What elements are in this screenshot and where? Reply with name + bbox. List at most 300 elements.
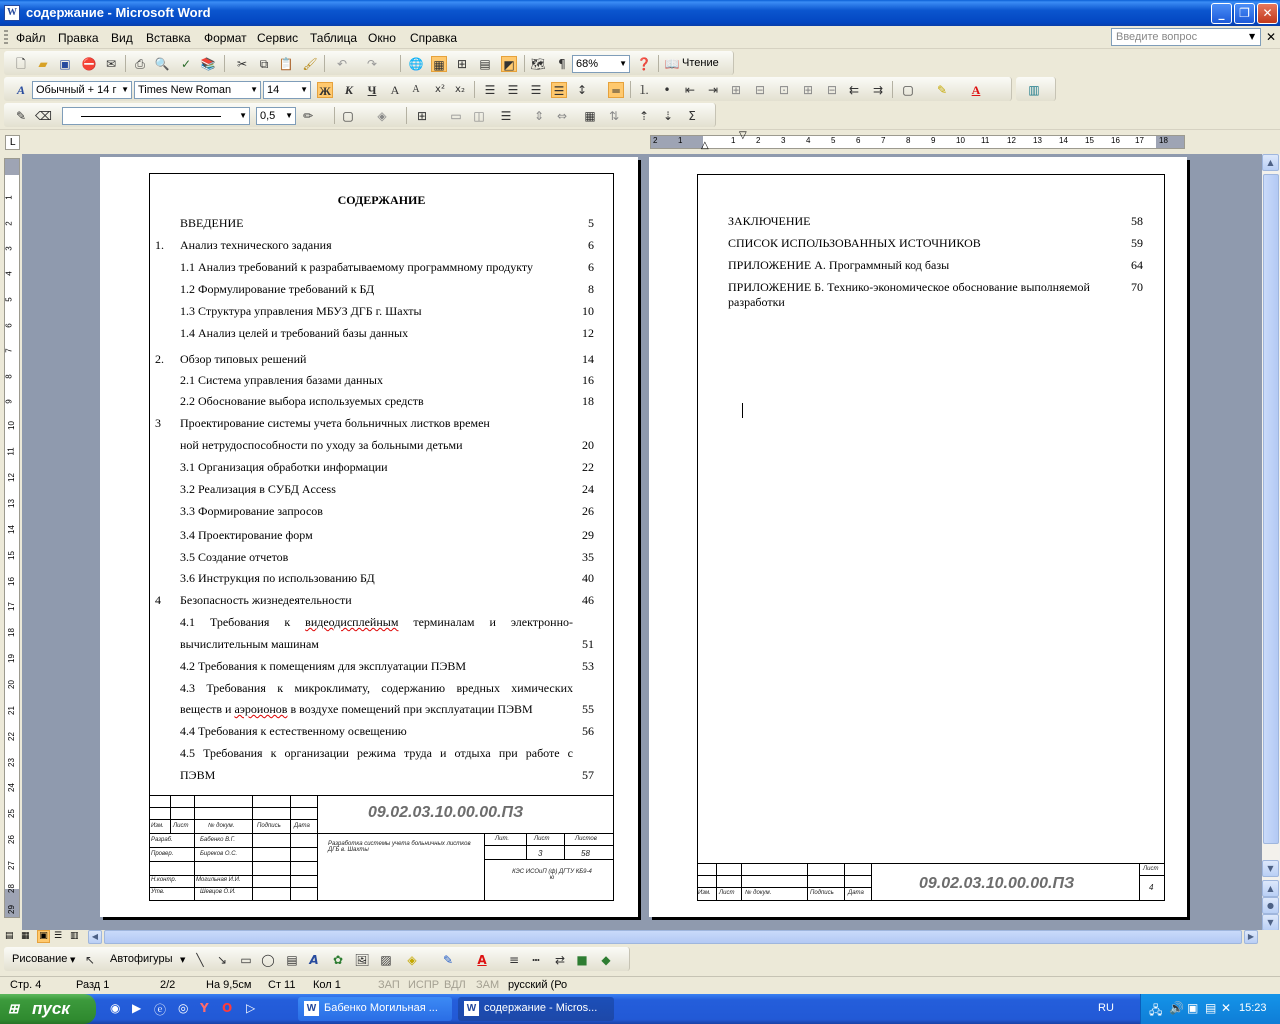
stamp-line <box>871 863 872 901</box>
toc-entry-text: веществ и аэроионов в воздухе помещений при эксплуатации ПЭВМ <box>180 702 533 716</box>
align-center-icon[interactable]: ☰ <box>507 83 519 97</box>
ruler-number: 18 <box>6 628 16 637</box>
cut-icon[interactable]: ✂ <box>236 57 248 71</box>
ruler-number: 10 <box>956 136 965 145</box>
status-language: русский (Ро <box>508 979 568 991</box>
tray-app-icon[interactable]: ▣ <box>1187 1001 1199 1015</box>
browse-object-button[interactable]: ● <box>1262 897 1279 914</box>
status-record[interactable]: ЗАП <box>378 979 400 991</box>
new-document-icon[interactable]: 🗋 <box>16 57 26 71</box>
ruler-number: 1 <box>731 136 736 145</box>
status-section: Разд 1 <box>76 979 110 991</box>
stamp-sheet-label: Лист <box>534 836 550 842</box>
menu-grip[interactable] <box>4 30 8 45</box>
align-cell-icon[interactable]: ☰ <box>500 109 512 123</box>
zoom-select[interactable] <box>572 55 630 73</box>
undo-icon[interactable]: ↶ <box>336 57 348 71</box>
highlight-icon[interactable]: ✎ <box>936 83 948 97</box>
toc-entry-text: вычислительным машинам <box>180 637 319 651</box>
opera-icon[interactable]: O <box>222 1001 233 1015</box>
toc-page-number: 70 <box>1131 280 1143 294</box>
ruler-number: 7 <box>4 348 14 353</box>
ruler-margin-left <box>651 136 703 148</box>
status-overtype[interactable]: ЗАМ <box>476 979 500 991</box>
toc-page-number: 12 <box>582 326 594 340</box>
title-bar <box>0 0 1280 26</box>
font-select[interactable] <box>134 81 261 99</box>
menu-file[interactable]: Файл <box>16 31 46 45</box>
toc-page-number: 53 <box>582 659 594 673</box>
picture-icon[interactable]: ▨ <box>380 953 392 967</box>
outdent-icon[interactable]: ⇇ <box>848 83 860 97</box>
insert-table-icon[interactable]: ⊞ <box>416 109 428 123</box>
toc-page-number: 10 <box>582 304 594 318</box>
menu-window[interactable]: Окно <box>368 31 396 45</box>
taskbar <box>0 994 1280 1024</box>
separator <box>658 55 659 72</box>
font-color-icon[interactable]: A <box>971 83 981 97</box>
stamp-lit: Лит. <box>495 836 510 842</box>
arrow-icon[interactable]: ↘ <box>216 953 228 967</box>
borders-icon[interactable]: ▢ <box>902 83 914 97</box>
page-2[interactable] <box>649 157 1187 917</box>
shrink-font-icon[interactable]: A <box>412 84 420 95</box>
drawing-toolbar-icon[interactable]: ◩ <box>501 56 517 72</box>
formatting-toolbar <box>4 77 1012 101</box>
taskbar-document-2[interactable] <box>458 997 614 1021</box>
toc-entry-text: 3.2 Реализация в СУБД Access <box>180 482 336 496</box>
3d-style-icon[interactable]: ◆ <box>601 953 611 967</box>
ruler-number: 9 <box>931 136 936 145</box>
status-bar <box>0 976 1280 994</box>
toc-entry-text: 3.6 Инструкция по использованию БД <box>180 571 375 585</box>
ruler-number: 7 <box>881 136 886 145</box>
language-indicator[interactable]: RU <box>1098 1002 1114 1014</box>
ruler-number: 21 <box>6 706 16 715</box>
sort-descending-icon[interactable]: ⇣ <box>662 109 674 123</box>
ruler-number: 16 <box>1111 136 1120 145</box>
decrease-indent-icon[interactable]: ⇤ <box>684 83 696 97</box>
ruler-number: 15 <box>1085 136 1094 145</box>
increase-indent-icon[interactable]: ⇥ <box>707 83 719 97</box>
toc-entry-text: 3.1 Организация обработки информации <box>180 460 388 474</box>
align-left-icon[interactable]: ☰ <box>484 83 496 97</box>
toc-entry-text: разработки <box>728 295 785 309</box>
toc-entry-text: 3.5 Создание отчетов <box>180 550 289 564</box>
toc-entry-text: Анализ технического задания <box>180 238 332 252</box>
paste-icon[interactable]: 📋 <box>278 57 294 71</box>
format-painter-icon[interactable]: 🖌 <box>302 57 318 71</box>
autoformat-icon[interactable]: ▦ <box>584 109 596 123</box>
document-code: 09.02.03.10.00.00.ПЗ <box>368 804 524 821</box>
hyperlink-icon[interactable]: 🌐 <box>408 57 424 71</box>
status-extend[interactable]: ВДЛ <box>444 979 466 991</box>
underline-button[interactable]: Ч <box>367 83 377 97</box>
window-title: содержание - Microsoft Word <box>26 5 211 20</box>
toc-section-number: 1. <box>155 238 164 252</box>
subscript-icon[interactable]: x₂ <box>455 84 465 95</box>
maximize-button[interactable]: ❐ <box>1234 3 1255 24</box>
tables-borders-toolbar <box>4 103 716 127</box>
sort-ascending-icon[interactable]: ⇡ <box>638 109 650 123</box>
system-tray <box>1140 994 1280 1024</box>
scroll-right-button[interactable]: ▶ <box>1244 930 1258 944</box>
chevron-down-icon[interactable]: ▼ <box>180 956 186 964</box>
print-icon[interactable]: ⎙ <box>135 57 145 71</box>
styles-pane-icon[interactable]: A <box>16 83 25 97</box>
toc-page-number: 14 <box>582 352 594 366</box>
normal-view-icon[interactable]: ▤ <box>5 931 14 941</box>
horizontal-ruler[interactable] <box>650 130 1185 151</box>
ruler-number: 1 <box>678 136 683 145</box>
ask-question-input[interactable]: Введите вопрос <box>1111 28 1261 46</box>
toc-heading: СОДЕРЖАНИЕ <box>337 193 426 207</box>
toc-page-number: 29 <box>582 528 594 542</box>
yandex-icon[interactable]: Y <box>200 1001 209 1015</box>
toc-page-number: 26 <box>582 504 594 518</box>
ruler-number: 20 <box>6 680 16 689</box>
stamp-header-sheet: Лист <box>719 890 735 896</box>
outside-border-icon[interactable]: ▢ <box>342 109 354 123</box>
ruler-number: 12 <box>6 473 16 482</box>
style-value: Обычный + 14 г <box>36 84 117 96</box>
ruler-number: 3 <box>4 246 14 251</box>
distribute-rows-icon[interactable]: ⇕ <box>533 109 545 123</box>
ruler-number: 29 <box>6 905 16 914</box>
tab-selector[interactable]: L <box>5 135 20 150</box>
horizontal-scroll-row <box>0 930 1280 944</box>
scroll-down-button[interactable]: ▼ <box>1262 860 1279 877</box>
close-doc-icon[interactable]: ✕ <box>1266 30 1277 44</box>
insert-excel-icon[interactable]: ▤ <box>479 57 491 71</box>
toc-page-number: 58 <box>1131 214 1143 228</box>
dash-style-icon[interactable]: ┅ <box>532 953 540 967</box>
separator <box>324 55 325 72</box>
eraser-icon[interactable]: ⌫ <box>35 109 52 123</box>
print-preview-icon[interactable]: 🔍 <box>154 57 170 71</box>
browser-icon[interactable]: ⓔ <box>154 1003 167 1017</box>
fill-color-icon[interactable]: ◈ <box>407 953 417 967</box>
menu-format[interactable]: Формат <box>204 31 247 45</box>
help-icon[interactable]: ❓ <box>636 57 652 71</box>
ruler-number: 26 <box>6 835 16 844</box>
toc-page-number: 16 <box>582 373 594 387</box>
justify-icon[interactable]: ☰ <box>551 82 567 98</box>
toc-section-number: 2. <box>155 352 164 366</box>
stamp-name: Могильная И.И. <box>196 877 241 883</box>
toc-entry-text: ВВЕДЕНИЕ <box>180 216 244 230</box>
toc-page-number: 57 <box>582 768 594 782</box>
autoshapes-menu[interactable]: Автофигуры <box>110 953 173 965</box>
wordart-icon[interactable]: A <box>309 953 319 967</box>
previous-page-button[interactable]: ▲ <box>1262 880 1279 897</box>
status-page: Стр. 4 <box>10 979 42 991</box>
menu-tools[interactable]: Сервис <box>257 31 299 45</box>
shadow-style-icon[interactable]: ■ <box>576 953 588 967</box>
stamp-role: Разраб. <box>151 837 173 843</box>
ruler-number: 8 <box>906 136 911 145</box>
research-icon[interactable]: 📚 <box>200 57 216 71</box>
text-direction-icon[interactable]: ⇅ <box>608 109 620 123</box>
horizontal-scroll-thumb[interactable] <box>104 930 1242 944</box>
menu-help[interactable]: Справка <box>410 31 458 45</box>
toc-page-number: 56 <box>582 724 594 738</box>
start-button[interactable] <box>0 994 96 1024</box>
toc-entry-text: ПРИЛОЖЕНИЕ А. Программный код базы <box>728 258 950 272</box>
split-cells-icon[interactable]: ◫ <box>473 109 485 123</box>
stamp-role: Н.контр. <box>151 877 177 883</box>
stamp-sheets-value: 58 <box>581 849 590 858</box>
toc-entry-text: 2.2 Обоснование выбора используемых средств <box>180 394 424 408</box>
ruler-number: 17 <box>6 602 16 611</box>
vertical-scrollbar[interactable] <box>1262 154 1280 930</box>
web-view-icon[interactable]: ▦ <box>21 931 30 941</box>
ruler-number: 18 <box>1159 136 1168 145</box>
stamp-name: Бабенко В.Г. <box>200 837 236 843</box>
tray-app-icon[interactable]: ✕ <box>1221 1001 1232 1015</box>
stamp-line <box>564 833 565 859</box>
drawing-toolbar <box>4 947 630 971</box>
stamp-line <box>697 863 1165 864</box>
shading-color-icon[interactable]: ◈ <box>377 109 387 123</box>
separator <box>400 55 401 72</box>
word-app-icon[interactable]: W <box>4 5 20 21</box>
toc-entry-text: Безопасность жизнедеятельности <box>180 593 352 607</box>
toc-page-number: 22 <box>582 460 594 474</box>
start-label: пуск <box>32 999 70 1018</box>
status-line: Ст 11 <box>268 979 296 991</box>
toc-entry-text: ПРИЛОЖЕНИЕ Б. Технико-экономическое обоснование выполняемой <box>728 280 1090 294</box>
ruler-number: 4 <box>806 136 811 145</box>
menu-edit[interactable]: Правка <box>58 31 99 45</box>
minimize-button[interactable]: _ <box>1211 3 1232 24</box>
quick-launch-icon[interactable]: ▷ <box>246 1001 256 1015</box>
ruler-number: 28 <box>6 884 16 893</box>
stamp-header-docnum: № докум. <box>208 823 235 829</box>
drawing-toolbar-row <box>0 946 1280 974</box>
show-desktop-icon[interactable]: ◉ <box>110 1001 121 1015</box>
toc-page-number: 40 <box>582 571 594 585</box>
stamp-sheet-value: 4 <box>1149 883 1154 892</box>
reading-layout-icon[interactable]: 📖 <box>664 57 680 71</box>
rectangle-icon[interactable]: ▭ <box>240 953 252 967</box>
toc-page-number: 55 <box>582 702 594 716</box>
stamp-header-date: Дата <box>848 890 864 896</box>
menu-table[interactable]: Таблица <box>310 31 358 45</box>
drawing-font-color-icon[interactable]: A <box>477 953 487 967</box>
media-player-icon[interactable]: ▶ <box>132 1001 142 1015</box>
taskbar-document-1[interactable] <box>298 997 452 1021</box>
superscript-icon[interactable]: x² <box>435 84 445 95</box>
stamp-header-docnum: № докум. <box>745 890 772 896</box>
draw-table-icon[interactable]: ✎ <box>15 109 27 123</box>
toc-page-number: 18 <box>582 394 594 408</box>
stamp-title: Разработка системы учета больничных листков ДГБ в. Шахты <box>328 841 471 853</box>
stamp-line <box>194 795 195 901</box>
ruler-number: 13 <box>1033 136 1042 145</box>
ruler-number: 23 <box>6 758 16 767</box>
left-indent-marker[interactable]: △ <box>701 140 709 151</box>
toc-entry-text: 2.1 Система управления базами данных <box>180 373 383 387</box>
ruler-number: 14 <box>6 525 16 534</box>
stamp-line <box>149 833 614 834</box>
numbering-icon[interactable]: ⒈ <box>637 83 650 97</box>
italic-button[interactable]: К <box>344 83 354 97</box>
line-style-select[interactable] <box>62 107 250 125</box>
toc-entry-text: 4.3 Требования к микроклимату, содержанию вредных химических <box>180 681 573 695</box>
stamp-line <box>484 845 614 846</box>
toc-entry-text: 1.3 Структура управления МБУЗ ДГБ г. Шахты <box>180 304 422 318</box>
line-spacing-icon[interactable]: ↕ <box>576 83 588 97</box>
scroll-left-button[interactable]: ◀ <box>88 930 102 944</box>
diagram-icon[interactable]: ✿ <box>332 953 344 967</box>
align-right-icon[interactable]: ☰ <box>530 83 542 97</box>
stamp-line <box>526 833 527 859</box>
separator <box>474 81 475 98</box>
split-cells-icon[interactable]: ⊟ <box>754 83 766 97</box>
ruler-number: 10 <box>6 421 16 430</box>
status-track-changes[interactable]: ИСПР <box>408 979 440 991</box>
chevron-down-icon: ▼ <box>239 111 247 120</box>
page-1[interactable] <box>100 157 638 917</box>
reading-view-icon[interactable]: ▥ <box>70 931 79 941</box>
scroll-up-button[interactable]: ▲ <box>1262 154 1279 171</box>
separator <box>630 81 631 98</box>
stamp-line <box>252 795 253 901</box>
document-area <box>22 154 1262 930</box>
ruler-number: 2 <box>756 136 761 145</box>
indent-icon[interactable]: ⇉ <box>872 83 884 97</box>
scroll-thumb[interactable] <box>1263 174 1279 844</box>
redo-icon[interactable]: ↷ <box>366 57 378 71</box>
distribute-columns-icon[interactable]: ⇔ <box>556 109 568 123</box>
stamp-header-change: Изм. <box>698 890 711 896</box>
stamp-organization: КЭС ИСОиП (ф) ДГТУ КБ9-4 ю <box>512 869 592 881</box>
menu-insert[interactable]: Вставка <box>146 31 191 45</box>
next-page-button[interactable]: ▼ <box>1262 914 1279 931</box>
tray-app-icon[interactable]: ▤ <box>1205 1001 1217 1015</box>
separator <box>334 107 335 124</box>
toc-entry-text: 3.3 Формирование запросов <box>180 504 323 518</box>
stamp-line <box>170 795 171 833</box>
toc-page-number: 20 <box>582 438 594 452</box>
style-select[interactable] <box>32 81 132 99</box>
drawing-menu[interactable]: Рисование <box>12 953 68 965</box>
close-button[interactable]: ✕ <box>1257 3 1278 24</box>
clip-art-icon[interactable]: 🖼 <box>354 953 370 967</box>
bullets-icon[interactable]: • <box>663 83 671 97</box>
ruler-margin-top <box>5 159 19 175</box>
copy-icon[interactable]: ⧉ <box>259 57 269 71</box>
stamp-header-date: Дата <box>294 823 310 829</box>
spelling-icon[interactable]: ✓ <box>180 57 192 71</box>
stamp-header-sheet: Лист <box>173 823 189 829</box>
word-icon: W <box>304 1001 319 1016</box>
toc-page-number: 24 <box>582 482 594 496</box>
clock[interactable]: 15:23 <box>1239 1002 1267 1014</box>
stamp-line <box>317 795 318 901</box>
table-insert-icon[interactable]: ⊞ <box>802 83 814 97</box>
stamp-header-signature: Подпись <box>257 823 281 829</box>
ruler-number: 6 <box>856 136 861 145</box>
table-delete-icon[interactable]: ⊟ <box>826 83 838 97</box>
toc-entry-text: 1.2 Формулирование требований к БД <box>180 282 375 296</box>
align-table-icon[interactable]: ⊡ <box>778 83 790 97</box>
menu-bar <box>0 26 1280 49</box>
toc-entry-text: 4.5 Требования к организации режима труда и отдыха при работе с <box>180 746 573 760</box>
font-size-select[interactable] <box>263 81 311 99</box>
formatting-toolbar-row <box>0 76 1280 102</box>
insert-table-icon[interactable]: ⊞ <box>456 57 468 71</box>
autosum-icon[interactable]: Σ <box>688 109 696 123</box>
open-folder-icon[interactable]: ▰ <box>38 57 48 71</box>
chrome-icon[interactable]: ◎ <box>178 1001 189 1015</box>
separator <box>524 55 525 72</box>
volume-icon[interactable]: 🔊 <box>1169 1001 1184 1015</box>
grow-font-icon[interactable]: A <box>390 83 400 97</box>
ruler-number: 24 <box>6 783 16 792</box>
table-tools-icon[interactable]: ⊞ <box>730 83 742 97</box>
line-icon[interactable]: ╲ <box>196 953 204 967</box>
ask-dropdown-icon[interactable]: ▼ <box>1249 32 1256 41</box>
oval-icon[interactable]: ◯ <box>261 953 275 967</box>
stamp-role: Провер. <box>151 851 174 857</box>
menu-view[interactable]: Вид <box>111 31 133 45</box>
stamp-line <box>149 847 317 848</box>
toc-page-number: 51 <box>582 637 594 651</box>
toc-page-number: 64 <box>1131 258 1143 272</box>
print-layout-view-icon[interactable]: ▣ <box>37 930 50 943</box>
ruler-number: 22 <box>6 732 16 741</box>
line-weight-select[interactable] <box>256 107 296 125</box>
outline-view-icon[interactable]: ☰ <box>54 931 63 941</box>
ruler-number: 13 <box>6 499 16 508</box>
line-style-icon[interactable]: ≡ <box>508 953 520 967</box>
stamp-header-change: Изм. <box>151 823 164 829</box>
network-icon[interactable]: 🖧 <box>1149 1003 1163 1017</box>
distributed-icon[interactable]: ═ <box>608 82 624 98</box>
document-map-icon[interactable]: 🗺 <box>530 57 546 71</box>
ruler-number: 4 <box>4 271 14 276</box>
reading-layout-label[interactable]: Чтение <box>682 57 719 69</box>
permission-icon[interactable]: ⛔ <box>81 57 97 71</box>
toc-entry-text: 1.4 Анализ целей и требований базы данных <box>180 326 409 340</box>
select-objects-icon[interactable]: ↖ <box>84 953 96 967</box>
save-icon[interactable]: ▣ <box>59 57 71 71</box>
border-color-icon[interactable]: ✏ <box>302 109 314 123</box>
bold-button[interactable]: Ж <box>317 82 333 98</box>
ruler-number: 1 <box>4 195 14 200</box>
merge-cells-icon[interactable]: ▭ <box>450 109 462 123</box>
toc-entry-text: 4.2 Требования к помещениям для эксплуатации ПЭВМ <box>180 659 467 673</box>
show-hide-icon[interactable]: ¶ <box>558 57 566 71</box>
tables-borders-icon[interactable]: ▦ <box>431 56 447 72</box>
stamp-line <box>484 833 485 901</box>
line-color-icon[interactable]: ✎ <box>442 953 454 967</box>
book-icon[interactable]: ▥ <box>1028 83 1040 97</box>
ruler-number: 25 <box>6 809 16 818</box>
email-icon[interactable]: ✉ <box>105 57 117 71</box>
separator <box>224 55 225 72</box>
arrow-style-icon[interactable]: ⇄ <box>554 953 566 967</box>
text-cursor <box>742 403 743 418</box>
toc-entry-text: 4.1 Требования к видеодисплейным терминалам и электронно- <box>180 615 573 629</box>
stamp-header-signature: Подпись <box>810 890 834 896</box>
text-box-icon[interactable]: ▤ <box>286 953 298 967</box>
first-line-indent-marker[interactable]: ▽ <box>739 130 747 141</box>
chevron-down-icon[interactable]: ▼ <box>70 956 76 964</box>
vertical-ruler[interactable] <box>4 158 20 918</box>
